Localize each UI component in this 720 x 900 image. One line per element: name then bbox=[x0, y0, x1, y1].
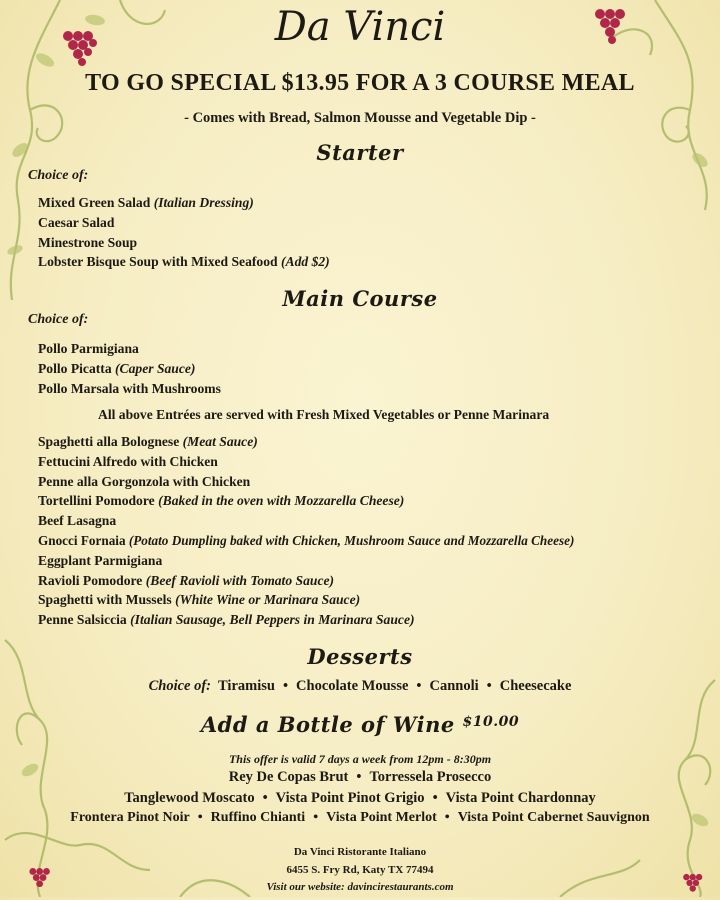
wine-item: Vista Point Pinot Grigio bbox=[275, 790, 425, 806]
list-item: Minestrone Soup bbox=[38, 234, 138, 250]
wine-item: Frontera Pinot Noir bbox=[70, 810, 190, 825]
served-note: All above Entrées are served with Fresh Mixed Vegetables or Penne Marinara bbox=[98, 407, 550, 422]
wine-heading-line bbox=[0, 712, 720, 737]
list-item: Eggplant Parmigiana bbox=[38, 552, 163, 568]
list-item: Ravioli Pomodore (Beef Ravioli with Tomato Sauce) bbox=[38, 572, 335, 588]
special-headline: TO GO SPECIAL $13.95 FOR A 3 COURSE MEAL bbox=[85, 70, 635, 96]
desserts-heading: Desserts bbox=[307, 644, 413, 669]
wine-item: Vista Point Merlot bbox=[326, 810, 437, 825]
wine-heading: Add a Bottle of Wine bbox=[200, 712, 455, 737]
list-item: Spaghetti alla Bolognese (Meat Sauce) bbox=[38, 434, 258, 449]
list-item: Penne alla Gorgonzola with Chicken bbox=[38, 473, 251, 489]
list-item: Beef Lasagna bbox=[38, 513, 117, 529]
wine-item: Torressela Prosecco bbox=[369, 769, 492, 785]
list-item: Lobster Bisque Soup with Mixed Seafood (Add $2) bbox=[38, 254, 330, 270]
footer-address: 6455 S. Fry Rd, Katy TX 77494 bbox=[286, 864, 434, 876]
list-item: Mixed Green Salad (Italian Dressing) bbox=[38, 195, 254, 210]
main-choice-label: Choice of: bbox=[28, 312, 89, 327]
list-item: Spaghetti with Mussels (White Wine or Marinara Sauce) bbox=[38, 592, 361, 608]
wine-row-3: Frontera Pinot Noir • Ruffino Chianti • Vista Point Merlot • Vista Point Cabernet Sauvignon bbox=[70, 810, 650, 825]
list-item: Pollo Parmigiana bbox=[38, 341, 139, 356]
list-item: Pollo Marsala with Mushrooms bbox=[38, 380, 221, 396]
wine-item: Vista Point Chardonnay bbox=[445, 790, 596, 806]
main-list-a bbox=[38, 339, 221, 398]
wine-row-2: Tanglewood Moscato • Vista Point Pinot Grigio • Vista Point Chardonnay bbox=[124, 790, 596, 806]
wine-item: Ruffino Chianti bbox=[210, 810, 306, 825]
wine-item: Vista Point Cabernet Sauvignon bbox=[457, 810, 650, 825]
dessert-item: Chocolate Mousse bbox=[296, 678, 409, 694]
list-item: Caesar Salad bbox=[38, 214, 115, 230]
restaurant-name: Da Vinci bbox=[274, 4, 446, 50]
main-list-b bbox=[38, 432, 574, 630]
starter-choice-label: Choice of: bbox=[28, 168, 89, 183]
wine-row-1: Rey De Copas Brut • Torressela Prosecco bbox=[228, 769, 492, 785]
starter-list bbox=[38, 193, 330, 272]
dessert-item: Cannoli bbox=[429, 678, 479, 694]
wine-offer: This offer is valid 7 days a week from 12pm - 8:30pm bbox=[228, 752, 492, 766]
desserts-line: Choice of: Tiramisu • Chocolate Mousse • Cannoli • Cheesecake bbox=[148, 678, 572, 694]
wine-item: Rey De Copas Brut bbox=[228, 769, 349, 785]
list-item: Penne Salsiccia (Italian Sausage, Bell Peppers in Marinara Sauce) bbox=[38, 612, 415, 628]
list-item: Fettucini Alfredo with Chicken bbox=[38, 453, 218, 469]
wine-item: Tanglewood Moscato bbox=[124, 790, 255, 806]
list-item: Gnocci Fornaia (Potato Dumpling baked with Chicken, Mushroom Sauce and Mozzarella Cheese) bbox=[38, 532, 575, 548]
list-item: Tortellini Pomodore (Baked in the oven with Mozzarella Cheese) bbox=[38, 493, 405, 509]
main-course-heading: Main Course bbox=[282, 286, 438, 311]
wine-price: $10.00 bbox=[462, 714, 520, 730]
footer-restaurant-name: Da Vinci Ristorante Italiano bbox=[293, 846, 427, 858]
starter-heading: Starter bbox=[316, 140, 404, 165]
dessert-item: Cheesecake bbox=[499, 678, 572, 694]
list-item: Pollo Picatta (Caper Sauce) bbox=[38, 360, 196, 376]
special-subline: - Comes with Bread, Salmon Mousse and Vegetable Dip - bbox=[184, 110, 536, 126]
desserts-choice-label: Choice of: bbox=[148, 678, 211, 694]
dessert-item: Tiramisu bbox=[218, 678, 275, 694]
footer-website-link[interactable]: Visit our website: davincirestaurants.com bbox=[266, 881, 454, 893]
